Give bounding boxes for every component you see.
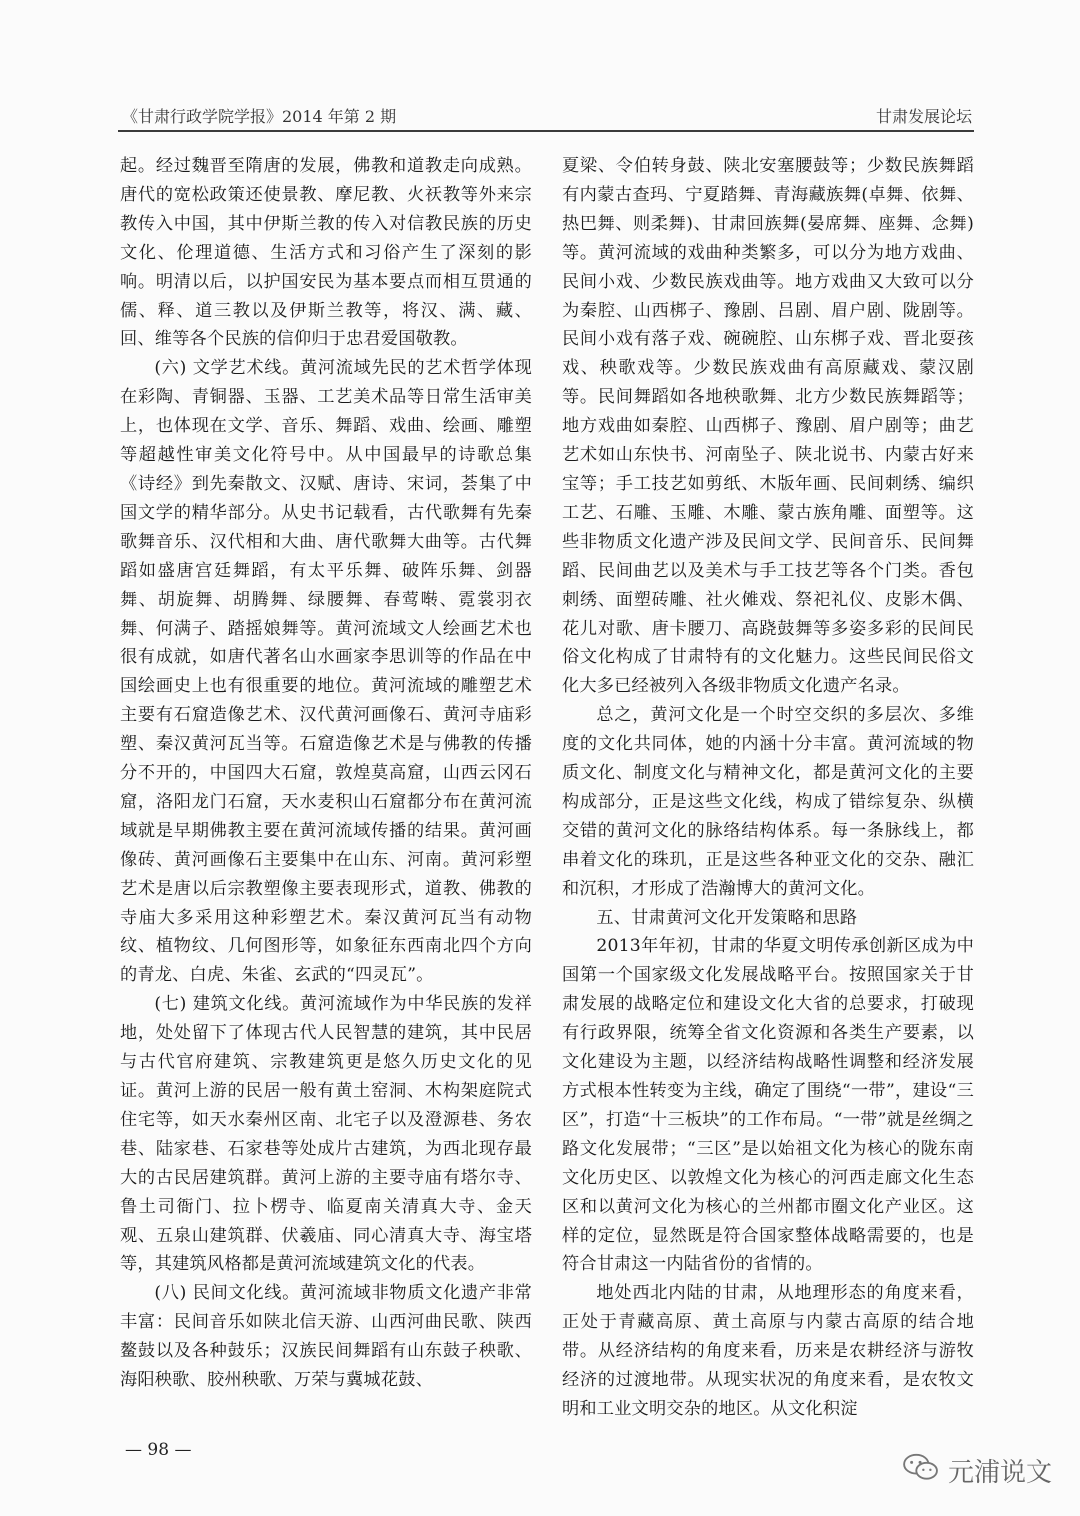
paragraph: 夏梁、令伯转身鼓、陕北安塞腰鼓等；少数民族舞蹈有内蒙古查玛、宁夏踏舞、青海藏族舞(卓舞、依舞、热巴舞、则柔舞)、甘肃回族舞(晏席舞、座舞、念舞)等。黄河流域的戏曲种类繁多，可以分为地方戏曲、民间小戏、少数民族戏曲等。地方戏曲又大致可以分为秦腔、山西梆子、豫剧、吕剧、眉户剧、陇剧等。民间小戏有落子戏、碗碗腔、山东梆子戏、晋北耍孩戏、秧歌戏等。少数民族戏曲有高原藏戏、蒙汉剧等。民间舞蹈如各地秧歌舞、北方少数民族舞蹈等；地方戏曲如秦腔、山西梆子、豫剧、眉户剧等；曲艺艺术如山东快书、河南坠子、陕北说书、内蒙古好来宝等；手工技艺如剪纸、木版年画、民间刺绣、编织工艺、石雕、玉雕、木雕、蒙古族角雕、面塑等。这些非物质文化遗产涉及民间文学、民间音乐、民间舞蹈、民间曲艺以及美术与手工技艺等各个门类。香包刺绣、面塑砖雕、社火傩戏、祭祀礼仪、皮影木偶、花儿对歌、唐卡腰刀、高跷鼓舞等多姿多彩的民间民俗文化构成了甘肃特有的文化魅力。这些民间民俗文化大多已经被列入各级非物质文化遗产名录。 (562, 156, 974, 697)
section-title: 甘肃发展论坛 (875, 107, 972, 126)
paragraph: (六) 文学艺术线。黄河流域先民的艺术哲学体现在彩陶、青铜器、玉器、工艺美术品等日常生活审美上，也体现在文学、音乐、舞蹈、戏曲、绘画、雕塑等超越性审美文化符号中。从中国最早的诗歌总集《诗经》到先秦散文、汉赋、唐诗、宋词，荟集了中国文学的精华部分。从史书记载看，古代歌舞有先秦歌舞音乐、汉代相和大曲、唐代歌舞大曲等。古代舞蹈如盛唐宫廷舞蹈，有太平乐舞、破阵乐舞、剑器舞、胡旋舞、胡腾舞、绿腰舞、春莺啭、霓裳羽衣舞、何满子、踏摇娘舞等。黄河流域文人绘画艺术也很有成就，如唐代著名山水画家李思训等的作品在中国绘画史上也有很重要的地位。黄河流域的雕塑艺术主要有石窟造像艺术、汉代黄河画像石、黄河寺庙彩塑、秦汉黄河瓦当等。石窟造像艺术是与佛教的传播分不开的，中国四大石窟，敦煌莫高窟，山西云冈石窟，洛阳龙门石窟，天水麦积山石窟都分布在黄河流域就是早期佛教主要在黄河流域传播的结果。黄河画像砖、黄河画像石主要集中在山东、河南。黄河彩塑艺术是唐以后宗教塑像主要表现形式，道教、佛教的寺庙大多采用这种彩塑艺术。秦汉黄河瓦当有动物纹、植物纹、几何图形等，如象征东西南北四个方向的青龙、白虎、朱雀、玄武的“四灵瓦”。 (120, 358, 532, 986)
paragraph: 地处西北内陆的甘肃，从地理形态的角度来看，正处于青藏高原、黄土高原与内蒙古高原的结合地带。从经济结构的角度来看，历来是农耕经济与游牧经济的过渡地带。从现实状况的角度来看，是农牧文明和工业文明交杂的地区。从文化积淀 (562, 1283, 974, 1419)
watermark (902, 1452, 1052, 1489)
header-rule (118, 130, 974, 132)
paragraph: 起。经过魏晋至隋唐的发展，佛教和道教走向成熟。唐代的宽松政策还使景教、摩尼教、火祆教等外来宗教传入中国，其中伊斯兰教的传入对信教民族的历史文化、伦理道德、生活方式和习俗产生了深刻的影响。明清以后，以护国安民为基本要点而相互贯通的儒、释、道三教以及伊斯兰教等，将汉、满、藏、回、维等各个民族的信仰归于忠君爱国敬教。 (120, 156, 532, 350)
page-number: — 98 — (125, 1440, 192, 1460)
running-header (122, 104, 972, 126)
paragraph: 2013年年初，甘肃的华夏文明传承创新区成为中国第一个国家级文化发展战略平台。按照国家关于甘肃发展的战略定位和建设文化大省的总要求，打破现有行政界限，统筹全省文化资源和各类生产要素，以文化建设为主题，以经济结构战略性调整和经济发展方式根本性转变为主线，确定了围绕“一带”，建设“三区”，打造“十三板块”的工作布局。“一带”就是丝绸之路文化发展带；“三区”是以始祖文化为核心的陇东南文化历史区、以敦煌文化为核心的河西走廊文化生态区和以黄河文化为核心的兰州都市圈文化产业区。这样的定位，显然既是符合国家整体战略需要的，也是符合甘肃这一内陆省份的省情的。 (562, 936, 974, 1275)
left-column (120, 152, 532, 1395)
paragraph: (七) 建筑文化线。黄河流域作为中华民族的发祥地，处处留下了体现古代人民智慧的建筑，其中民居与古代官府建筑、宗教建筑更是悠久历史文化的见证。黄河上游的民居一般有黄土窑洞、木构架庭院式住宅等，如天水秦州区南、北宅子以及澄源巷、务农巷、陆家巷、石家巷等处成片古建筑，为西北现存最大的古民居建筑群。黄河上游的主要寺庙有塔尔寺、鲁土司衙门、拉卜楞寺、临夏南关清真大寺、金天观、五泉山建筑群、伏羲庙、同心清真大寺、海宝塔等，其建筑风格都是黄河流域建筑文化的代表。 (120, 994, 532, 1275)
paragraph: 总之，黄河文化是一个时空交织的多层次、多维度的文化共同体，她的内涵十分丰富。黄河流域的物质文化、制度文化与精神文化，都是黄河文化的主要构成部分，正是这些文化线，构成了错综复杂、纵横交错的黄河文化的脉络结构体系。每一条脉线上，都串着文化的珠玑，正是这些各种亚文化的交杂、融汇和沉积，才形成了浩瀚博大的黄河文化。 (562, 705, 974, 899)
right-column (562, 152, 974, 1424)
section-heading: 五、甘肃黄河文化开发策略和思路 (596, 907, 858, 928)
watermark-text: 元浦说文 (947, 1458, 1052, 1488)
journal-title: 《甘肃行政学院学报》2014 年第 2 期 (122, 107, 397, 126)
wechat-icon (902, 1452, 940, 1489)
paragraph: (八) 民间文化线。黄河流域非物质文化遗产非常丰富：民间音乐如陕北信天游、山西河曲民歌、陕西鳌鼓以及各种鼓乐；汉族民间舞蹈有山东鼓子秧歌、海阳秧歌、胶州秧歌、万荣与冀城花鼓、 (120, 1283, 532, 1391)
